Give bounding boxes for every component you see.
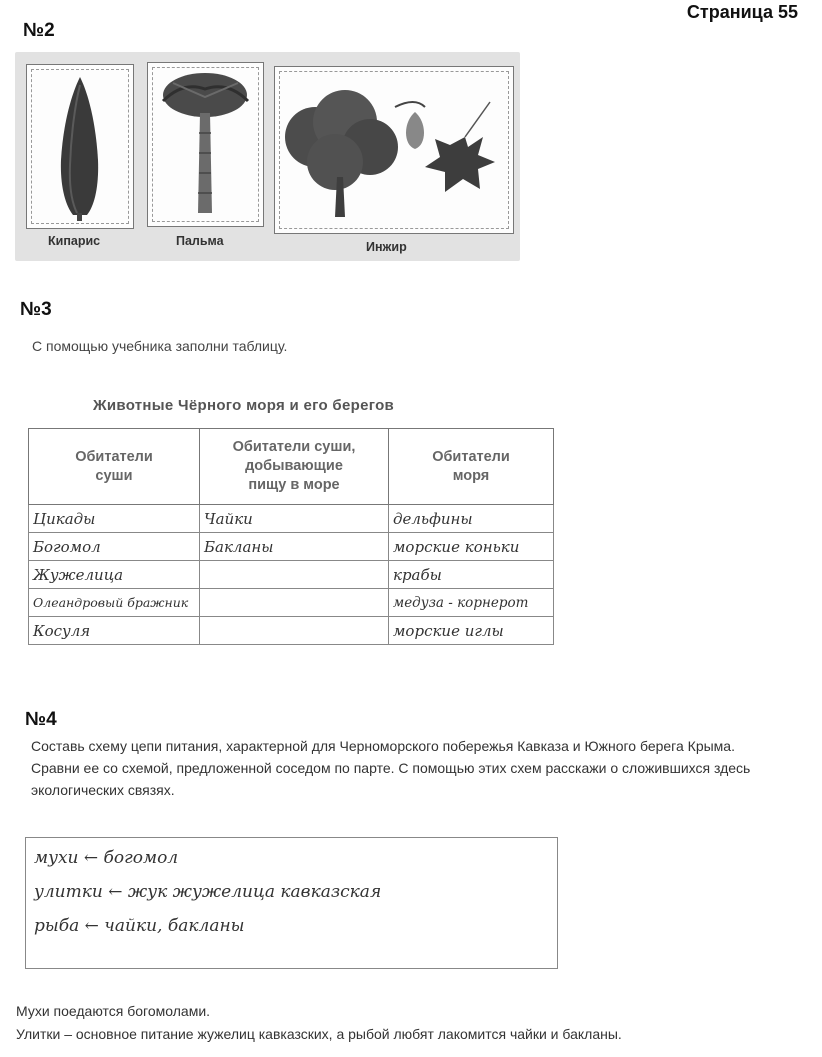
task3-instruction: С помощью учебника заполни таблицу. [32,338,288,354]
table-cell: морские коньки [389,533,554,561]
table-row [29,533,554,561]
handwritten-line: мухи ← богомол [34,848,179,868]
card-label-cypress: Кипарис [48,234,101,248]
cypress-tree-icon [27,65,133,228]
food-chain-answer-box [25,837,558,969]
table-cell: Жужелица [29,561,200,589]
table-row [29,561,554,589]
palm-card [147,62,264,227]
header-land-sea-feeders: Обитатели суши, добывающие пищу в море [200,429,389,505]
animals-table [28,428,554,645]
fig-tree-icon [275,67,513,233]
task3-number: №3 [20,299,52,320]
card-label-fig: Инжир [366,240,407,254]
table-cell: Цикады [29,505,200,533]
task4-paragraph: Составь схему цепи питания, характерной для Черноморского побережья Кавказа и Южного берега Крыма. Сравни ее со схемой, предложенной соседом по парте. С помощью этих схем расскажи о сложившихся здесь экологических связях. [31,738,751,798]
header-sea-inhabitants: Обитатели моря [389,429,554,505]
table-title: Животные Чёрного моря и его берегов [93,397,395,414]
answer-note-2: Улитки – основное питание жужелиц кавказских, а рыбой любят лакомится чайки и бакланы. [16,1026,622,1042]
table-cell: морские иглы [389,617,554,645]
table-cell: дельфины [389,505,554,533]
handwritten-line: улитки ← жук жужелица кавказская [34,882,382,902]
task2-image [15,52,520,261]
palm-tree-icon [148,63,263,226]
page-number: Страница 55 [686,2,798,22]
fig-card [274,66,514,234]
table-cell: Богомол [29,533,200,561]
cypress-card [26,64,134,229]
task2-number: №2 [23,20,55,41]
task4-number: №4 [25,709,57,730]
table-cell [200,561,389,589]
table-row [29,617,554,645]
header-land-inhabitants: Обитатели суши [29,429,200,505]
card-label-palm: Пальма [176,234,224,248]
table-row [29,505,554,533]
table-cell: Косуля [29,617,200,645]
table-cell [200,589,389,617]
answer-note-1: Мухи поедаются богомолами. [16,1003,211,1019]
table-cell: Бакланы [200,533,389,561]
table-cell: медуза - корнерот [389,589,554,617]
table-cell [200,617,389,645]
table-cell: крабы [389,561,554,589]
handwritten-line: рыба ← чайки, бакланы [34,916,245,936]
table-row [29,589,554,617]
table-cell: Чайки [200,505,389,533]
table-cell: Олеандровый бражник [29,589,200,617]
